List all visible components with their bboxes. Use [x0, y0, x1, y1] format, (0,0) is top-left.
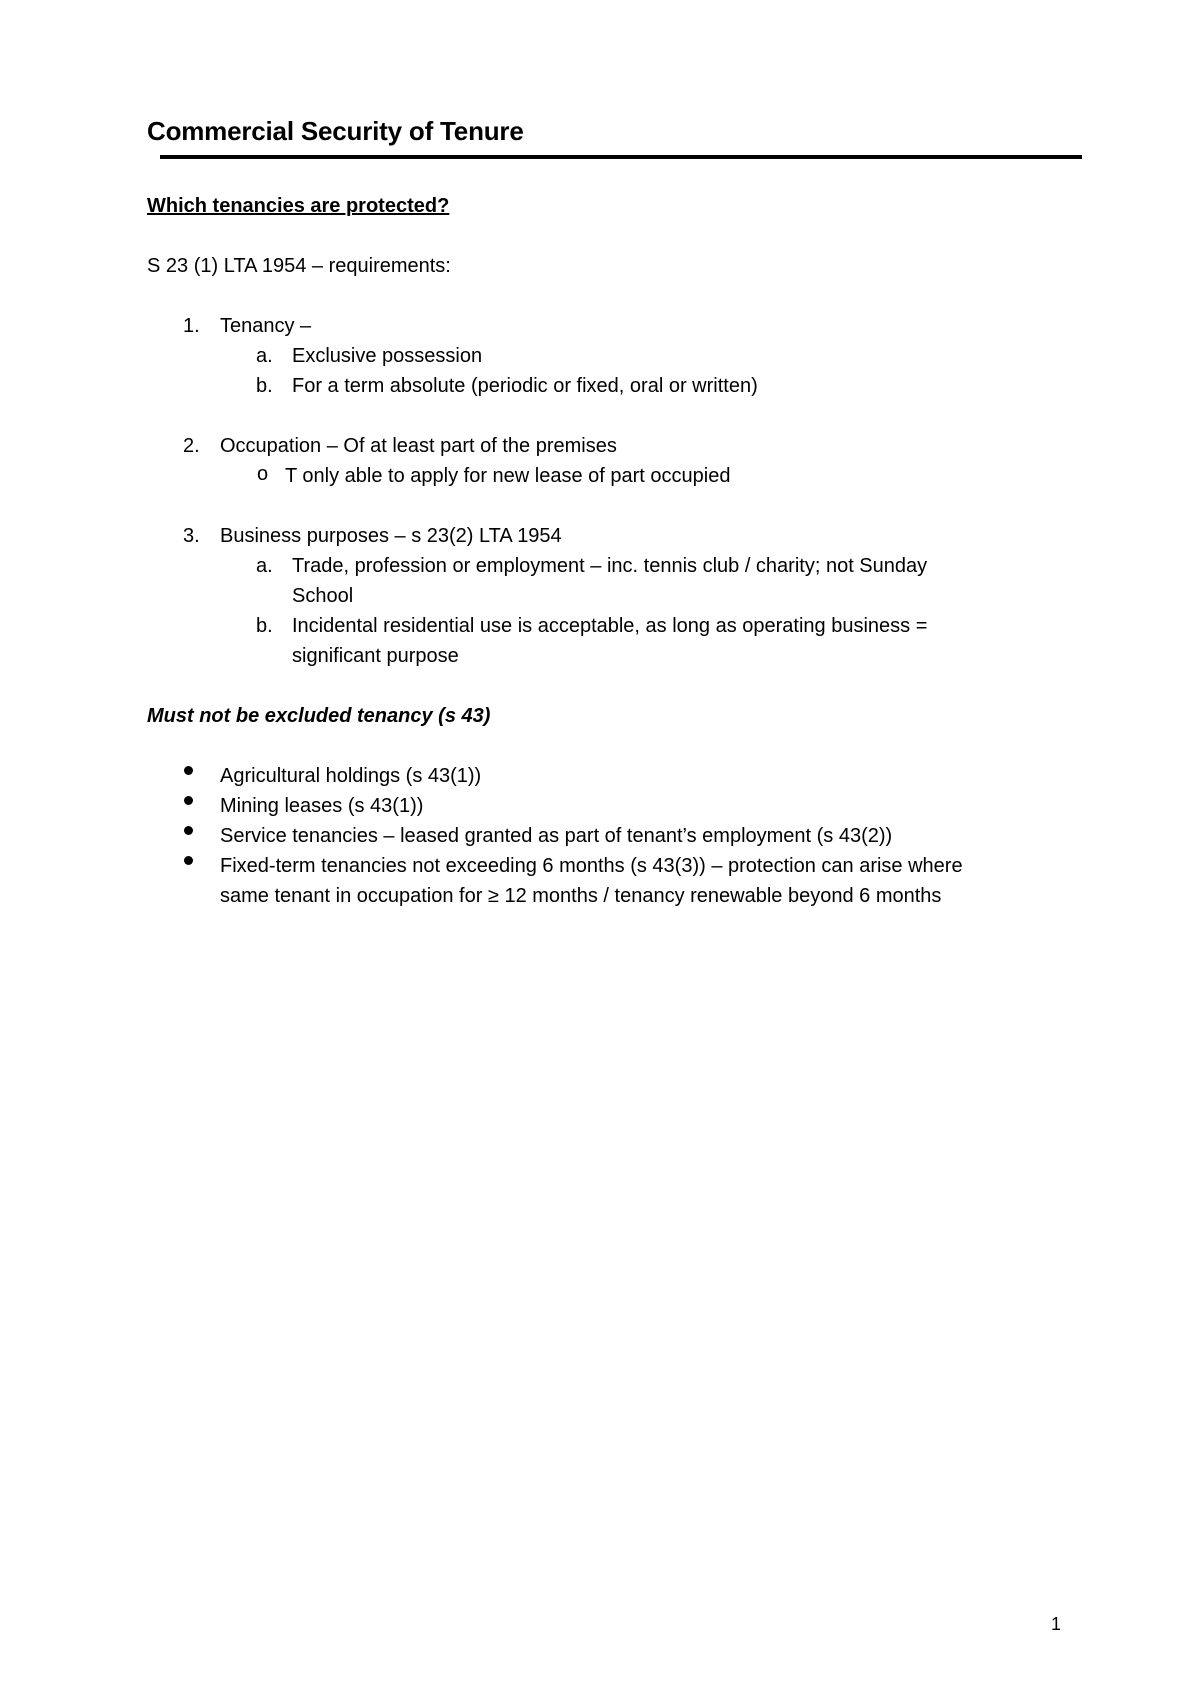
bullet-icon — [184, 826, 193, 835]
list-marker-1: 1. — [183, 315, 200, 337]
exclusion-agricultural: Agricultural holdings (s 43(1)) — [220, 765, 482, 787]
list-marker-1b: b. — [256, 375, 273, 397]
requirement-trade-profession: Trade, profession or employment – inc. tennis club / charity; not Sunday — [292, 555, 928, 577]
requirement-incidental-residential: Incidental residential use is acceptable, as long as operating business = — [292, 615, 928, 637]
list-marker-3b: b. — [256, 615, 273, 637]
bullet-icon — [184, 796, 193, 805]
requirement-occupation: Occupation – Of at least part of the premises — [220, 435, 617, 457]
title-underline-rule — [160, 155, 1082, 159]
list-marker-2: 2. — [183, 435, 200, 457]
requirement-trade-profession-cont: School — [292, 585, 354, 607]
list-marker-circle: o — [257, 463, 269, 485]
section-heading-protected-tenancies: Which tenancies are protected? — [147, 195, 450, 217]
section-heading-excluded-tenancy: Must not be excluded tenancy (s 43) — [147, 705, 491, 727]
page-number: 1 — [1051, 1614, 1062, 1634]
requirement-tenancy: Tenancy – — [220, 315, 312, 337]
list-marker-3a: a. — [256, 555, 273, 577]
requirements-intro: S 23 (1) LTA 1954 – requirements: — [147, 255, 451, 277]
bullet-icon — [184, 766, 193, 775]
exclusion-mining: Mining leases (s 43(1)) — [220, 795, 424, 817]
document-title: Commercial Security of Tenure — [147, 116, 524, 146]
requirement-incidental-residential-cont: significant purpose — [292, 645, 459, 667]
requirement-term-absolute: For a term absolute (periodic or fixed, oral or written) — [292, 375, 758, 397]
requirement-exclusive-possession: Exclusive possession — [292, 345, 483, 367]
exclusion-fixed-term: Fixed-term tenancies not exceeding 6 months (s 43(3)) – protection can arise where — [220, 855, 963, 877]
list-marker-1a: a. — [256, 345, 273, 367]
bullet-icon — [184, 856, 193, 865]
requirement-business-purposes: Business purposes – s 23(2) LTA 1954 — [220, 525, 562, 547]
exclusion-service-tenancies: Service tenancies – leased granted as part of tenant’s employment (s 43(2)) — [220, 825, 893, 847]
requirement-part-occupied: T only able to apply for new lease of part occupied — [285, 465, 731, 487]
exclusion-fixed-term-cont: same tenant in occupation for ≥ 12 months / tenancy renewable beyond 6 months — [220, 885, 942, 907]
list-marker-3: 3. — [183, 525, 200, 547]
